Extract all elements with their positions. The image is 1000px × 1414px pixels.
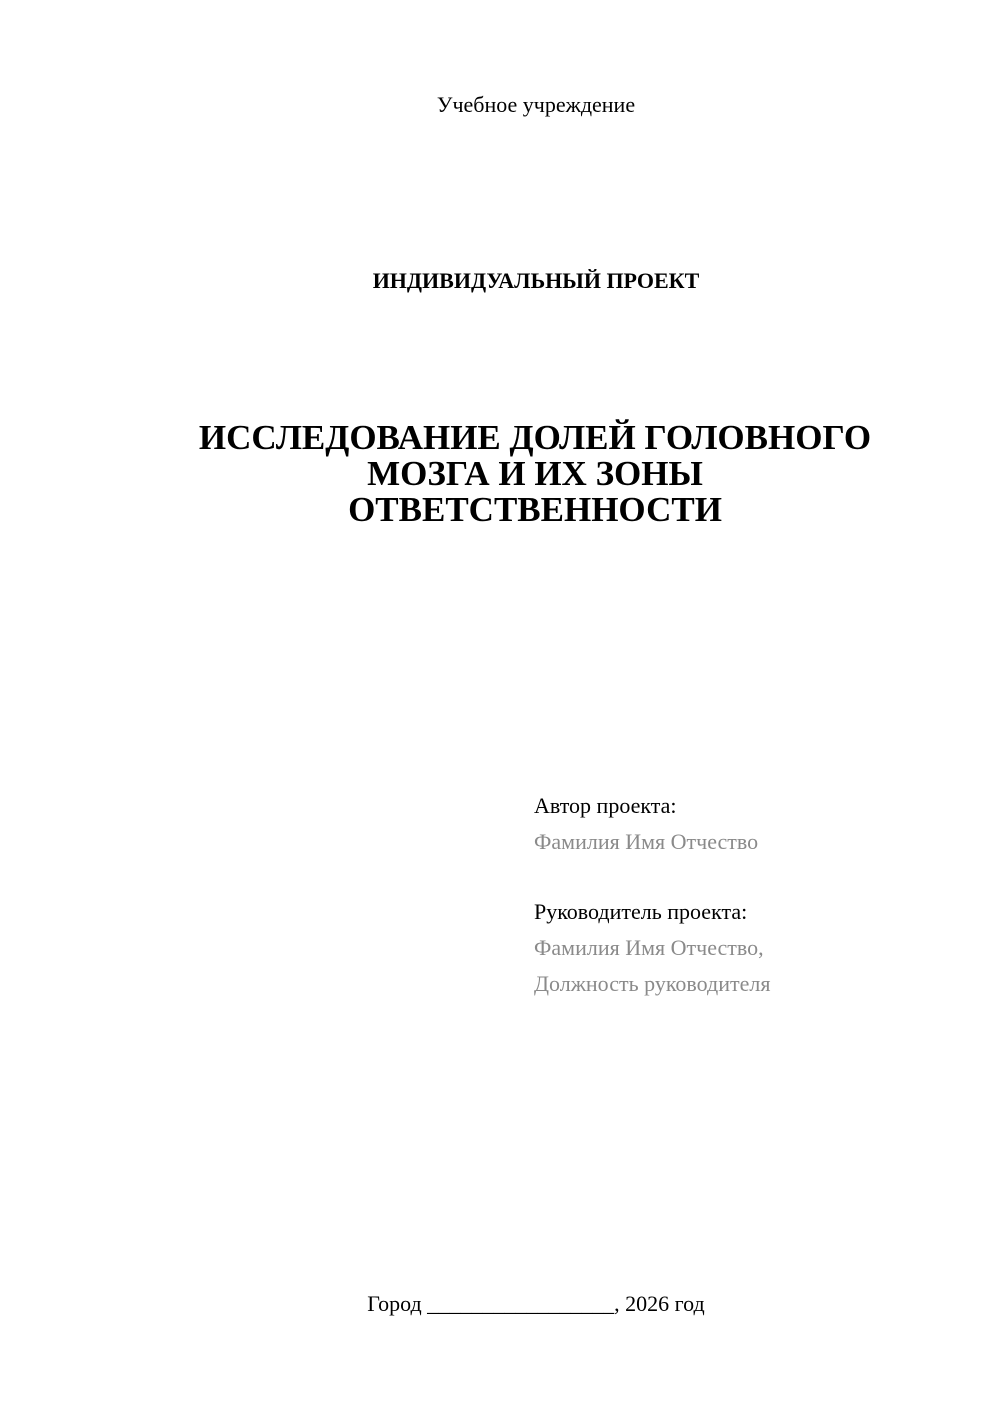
document-title-line: МОЗГА И ИХ ЗОНЫ xyxy=(367,454,703,493)
supervisor-position: Должность руководителя xyxy=(534,971,771,996)
document-title xyxy=(150,420,920,528)
document-type: ИНДИВИДУАЛЬНЫЙ ПРОЕКТ xyxy=(372,268,700,293)
document-title-line: ОТВЕТСТВЕННОСТИ xyxy=(348,490,722,529)
city-year-line: Город _________________, 2026 год xyxy=(367,1291,705,1316)
author-name: Фамилия Имя Отчество xyxy=(534,829,759,854)
author-label: Автор проекта: xyxy=(534,793,677,818)
institution-name: Учебное учреждение xyxy=(436,92,636,117)
supervisor-label: Руководитель проекта: xyxy=(534,899,748,924)
credits-spacer xyxy=(534,860,974,894)
supervisor-name: Фамилия Имя Отчество, xyxy=(534,935,764,960)
document-title-line: ИССЛЕДОВАНИЕ ДОЛЕЙ ГОЛОВНОГО xyxy=(198,418,872,457)
credits-block xyxy=(534,788,974,1002)
